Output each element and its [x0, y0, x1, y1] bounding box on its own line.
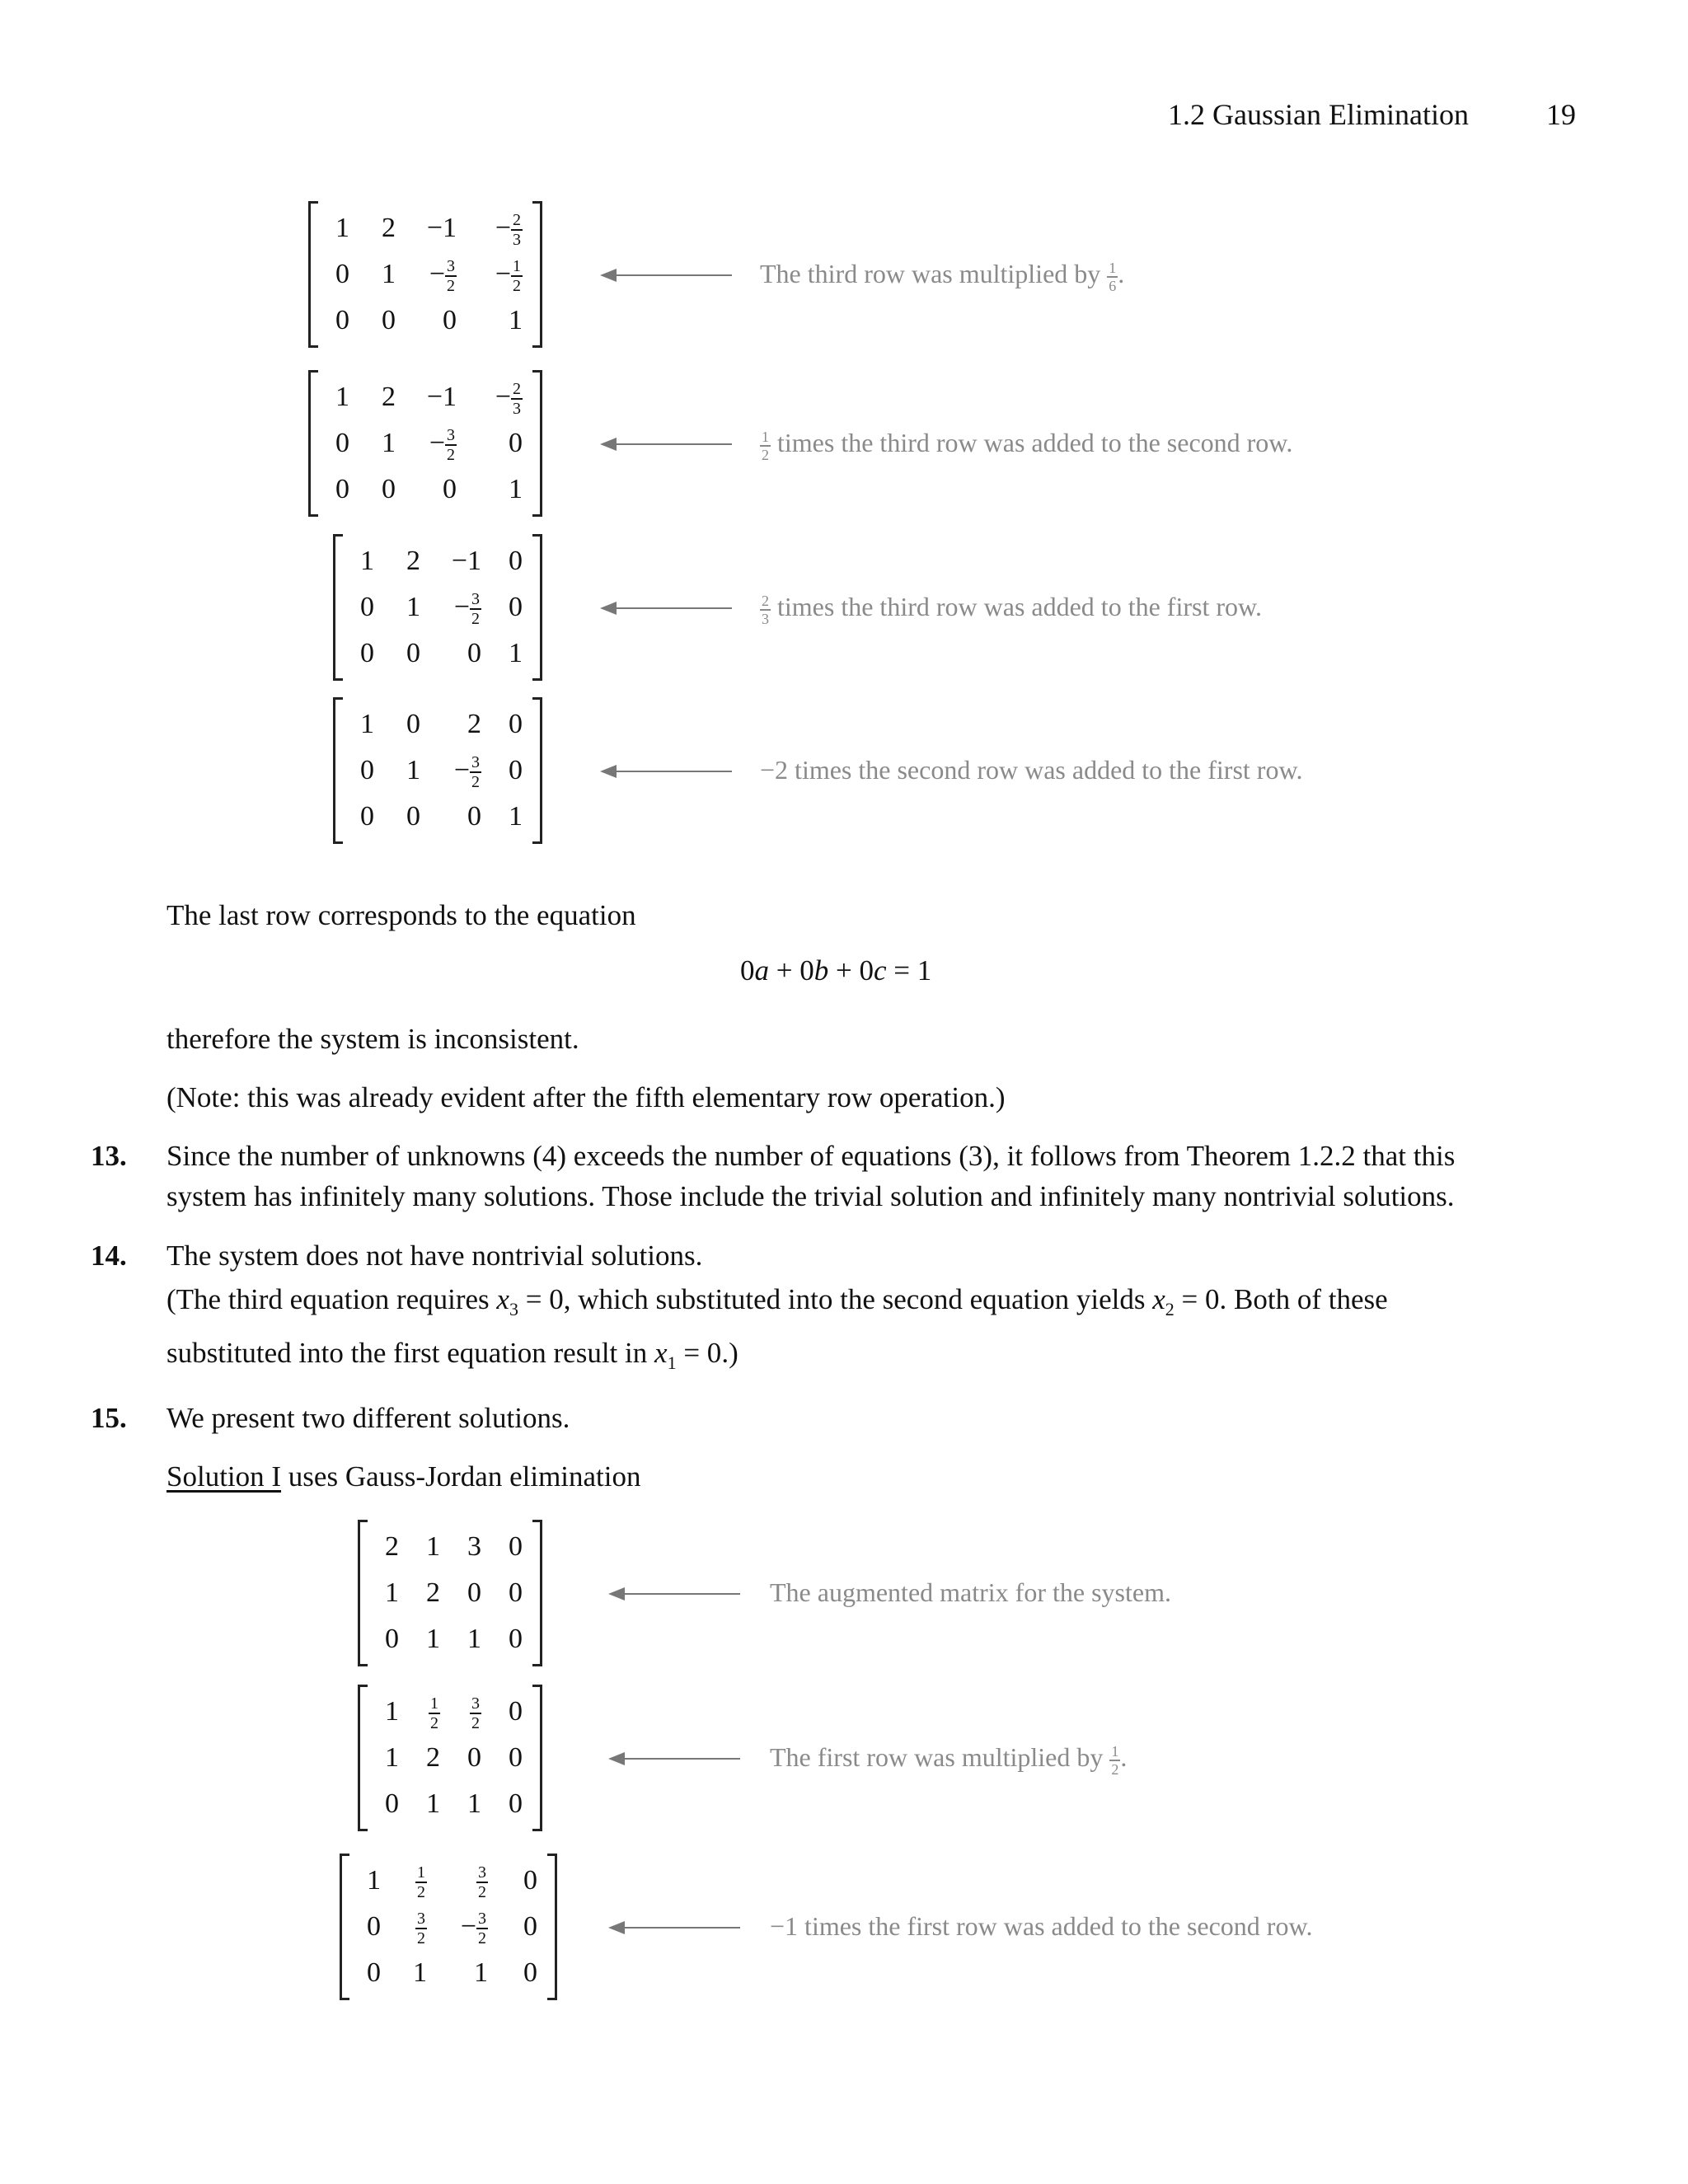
fraction: $\frac{3}{2}$: [471, 1694, 480, 1733]
matrix-entry: 0: [406, 801, 420, 832]
matrix-entry: 0: [360, 755, 374, 785]
fraction: − $\frac{3}{2}$: [429, 426, 455, 465]
matrix-right-bracket: [532, 201, 542, 348]
fraction: $\frac{3}{2}$: [417, 1910, 425, 1948]
matrix-entry: 0: [467, 638, 481, 668]
row-operation-note: [760, 259, 1124, 293]
matrix-entry: [448, 585, 481, 630]
page-number: 19: [1546, 98, 1576, 131]
matrix-entry: 1: [509, 801, 523, 832]
running-header: 1.2 Gaussian Elimination: [1168, 98, 1469, 131]
matrix-entry: 0: [406, 709, 420, 739]
note-text: The third row was multiplied by: [760, 259, 1108, 288]
note-text: times the third row was added to the second row.: [771, 428, 1293, 457]
matrix-entry: 2: [382, 213, 396, 243]
matrix-entry: 0: [360, 801, 374, 832]
matrix-entry: 0: [467, 801, 481, 832]
matrix-entry: 0: [367, 1911, 381, 1942]
matrix-entry: 2: [382, 382, 396, 412]
matrix-entry: 2: [426, 1577, 440, 1608]
matrix-entry: 1: [385, 1696, 399, 1727]
matrix-entry: 0: [523, 1865, 537, 1896]
x2-equals-zero: $x_2 = 0$.: [1152, 1283, 1227, 1319]
matrix-entry: 0: [467, 1742, 481, 1773]
matrix-entry: 0: [385, 1788, 399, 1819]
matrix-entry: 1: [467, 1624, 481, 1654]
note-fraction: $\frac{1}{6}$: [1109, 259, 1117, 294]
matrix-entry: 1: [360, 546, 374, 576]
matrix-entry: 1: [335, 382, 349, 412]
row-operation-note: [760, 592, 1262, 626]
problem-15-line-1: We present two different solutions.: [166, 1402, 570, 1434]
note-text: The first row was multiplied by: [770, 1742, 1110, 1772]
left-arrow-icon: [608, 1749, 740, 1769]
matrix-entry: 1: [413, 1957, 427, 1988]
matrix-entry: 0: [509, 1624, 523, 1654]
matrix-entry: [407, 1690, 440, 1734]
matrix-entry: 0: [509, 592, 523, 622]
paragraph-inconsistent: therefore the system is inconsistent.: [166, 1023, 579, 1055]
row-operation-note: [770, 1911, 1312, 1942]
paragraph-note: (Note: this was already evident after the fifth elementary row operation.): [166, 1081, 1006, 1113]
matrix-entry: 0: [382, 305, 396, 335]
row-operation-note: [770, 1577, 1171, 1608]
x1-equals-zero: $x_1 = 0$: [654, 1337, 722, 1373]
fraction: − $\frac{1}{2}$: [495, 257, 521, 296]
paragraph-last-row: The last row corresponds to the equation: [166, 899, 636, 931]
matrix-entry: 1: [385, 1577, 399, 1608]
matrix-entry: [455, 1905, 488, 1949]
matrix-entry: 1: [509, 638, 523, 668]
note-text: .: [1120, 1742, 1128, 1772]
fraction: − $\frac{3}{2}$: [460, 1910, 486, 1948]
left-arrow-icon: [608, 1918, 740, 1938]
fraction: − $\frac{2}{3}$: [495, 380, 521, 419]
matrix-entry: 0: [335, 474, 349, 504]
matrix-entry: 1: [509, 305, 523, 335]
left-arrow-icon: [600, 598, 732, 618]
matrix-entry: 0: [335, 305, 349, 335]
fraction: − $\frac{3}{2}$: [453, 590, 480, 629]
left-arrow-icon: [600, 265, 732, 285]
p14-text-c: Both of these: [1226, 1283, 1388, 1315]
matrix-entry: 1: [509, 474, 523, 504]
matrix-right-bracket: [532, 697, 542, 844]
left-arrow-icon: [600, 434, 732, 454]
matrix-entry: 0: [509, 546, 523, 576]
matrix-entry: [490, 252, 523, 297]
matrix-entry: 1: [360, 709, 374, 739]
fraction: − $\frac{3}{2}$: [429, 257, 455, 296]
matrix-right-bracket: [532, 370, 542, 517]
matrix-entry: [424, 252, 457, 297]
matrix-entry: 0: [509, 1531, 523, 1562]
fraction: − $\frac{2}{3}$: [495, 211, 521, 250]
problem-13-line-2: system has infinitely many solutions. Those include the trivial solution and infinitely many nontrivial solutions.: [166, 1180, 1455, 1212]
matrix-entry: 0: [443, 305, 457, 335]
problem-13-line-1: Since the number of unknowns (4) exceeds the number of equations (3), it follows from Theorem 1.2.2 that this: [166, 1140, 1456, 1172]
row-operation-note: [770, 1742, 1127, 1777]
matrix-entry: 0: [509, 709, 523, 739]
note-text: times the third row was added to the first row.: [771, 592, 1263, 621]
matrix-entry: 0: [335, 259, 349, 289]
matrix-entry: 0: [385, 1624, 399, 1654]
row-operation-note: [760, 755, 1302, 785]
matrix-entry: 0: [523, 1957, 537, 1988]
matrix-right-bracket: [532, 1685, 542, 1831]
matrix-entry: 2: [406, 546, 420, 576]
matrix-entry: 1: [426, 1531, 440, 1562]
p14-text-e: .): [721, 1337, 738, 1369]
matrix-entry: 0: [509, 1742, 523, 1773]
matrix-right-bracket: [547, 1854, 557, 2000]
left-arrow-icon: [600, 762, 732, 781]
fraction: $\frac{3}{2}$: [478, 1863, 486, 1902]
fraction: $\frac{1}{2}$: [417, 1863, 425, 1902]
x3-equals-zero: $x_3 = 0$: [496, 1283, 564, 1319]
matrix-entry: 1: [335, 213, 349, 243]
matrix-entry: 2: [426, 1742, 440, 1773]
matrix-entry: 0: [360, 638, 374, 668]
note-text: −1 times the first row was added to the second row.: [770, 1911, 1313, 1941]
p14-text-a: (The third equation requires: [166, 1283, 490, 1315]
matrix-entry: 2: [385, 1531, 399, 1562]
note-text: −2 times the second row was added to the first row.: [760, 755, 1303, 785]
problem-15-line-2: [166, 1460, 641, 1494]
matrix-entry: [424, 421, 457, 466]
matrix-entry: 1: [382, 428, 396, 458]
note-fraction: $\frac{1}{2}$: [762, 428, 769, 463]
problem-14-number: 14.: [91, 1240, 127, 1272]
matrix-entry: [455, 1858, 488, 1903]
matrix-entry: 1: [426, 1788, 440, 1819]
matrix-entry: 0: [382, 474, 396, 504]
matrix-entry: [490, 206, 523, 251]
matrix-entry: 1: [467, 1788, 481, 1819]
problem-13-number: 13.: [91, 1140, 127, 1172]
solution-label: Solution I: [166, 1460, 282, 1493]
matrix-entry: 2: [467, 709, 481, 739]
matrix-entry: 0: [509, 1696, 523, 1727]
matrix-entry: 1: [406, 592, 420, 622]
matrix-entry: −1: [426, 382, 457, 412]
matrix-entry: [394, 1905, 427, 1949]
matrix-entry: 0: [509, 428, 523, 458]
matrix-entry: 0: [443, 474, 457, 504]
matrix-entry: 1: [426, 1624, 440, 1654]
matrix-entry: 1: [367, 1865, 381, 1896]
note-text: The augmented matrix for the system.: [770, 1577, 1171, 1607]
matrix-right-bracket: [532, 534, 542, 681]
matrix-entry: 3: [467, 1531, 481, 1562]
matrix-entry: 0: [367, 1957, 381, 1988]
note-fraction: $\frac{2}{3}$: [762, 592, 769, 627]
matrix-entry: [448, 1690, 481, 1734]
matrix-entry: 0: [467, 1577, 481, 1608]
matrix-entry: 0: [406, 638, 420, 668]
matrix-entry: 0: [523, 1911, 537, 1942]
problem-14-line-3: [166, 1336, 738, 1374]
left-arrow-icon: [608, 1584, 740, 1604]
row-operation-note: [760, 428, 1292, 462]
matrix-entry: [490, 375, 523, 419]
matrix-entry: 0: [509, 1577, 523, 1608]
matrix-entry: [394, 1858, 427, 1903]
matrix-entry: 1: [406, 755, 420, 785]
matrix-entry: 0: [360, 592, 374, 622]
note-fraction: $\frac{1}{2}$: [1111, 1742, 1119, 1778]
matrix-entry: 0: [509, 1788, 523, 1819]
problem-15-number: 15.: [91, 1402, 127, 1434]
p14-text-b: , which substituted into the second equation yields: [563, 1283, 1146, 1315]
matrix-entry: [448, 748, 481, 793]
fraction: − $\frac{3}{2}$: [453, 753, 480, 792]
matrix-entry: 1: [382, 259, 396, 289]
matrix-entry: −1: [451, 546, 481, 576]
matrix-entry: 0: [509, 755, 523, 785]
matrix-entry: 0: [335, 428, 349, 458]
solution-description: uses Gauss-Jordan elimination: [281, 1460, 641, 1493]
matrix-entry: 1: [474, 1957, 488, 1988]
note-text: .: [1118, 259, 1125, 288]
problem-14-line-2: [166, 1282, 1388, 1320]
p14-text-d: substituted into the first equation result in: [166, 1337, 648, 1369]
fraction: $\frac{1}{2}$: [430, 1694, 438, 1733]
matrix-entry: −1: [426, 213, 457, 243]
equation-inconsistent: 0a + 0b + 0c = 1: [740, 954, 932, 987]
matrix-right-bracket: [532, 1520, 542, 1666]
matrix-entry: 1: [385, 1742, 399, 1773]
problem-14-line-1: The system does not have nontrivial solutions.: [166, 1240, 703, 1272]
